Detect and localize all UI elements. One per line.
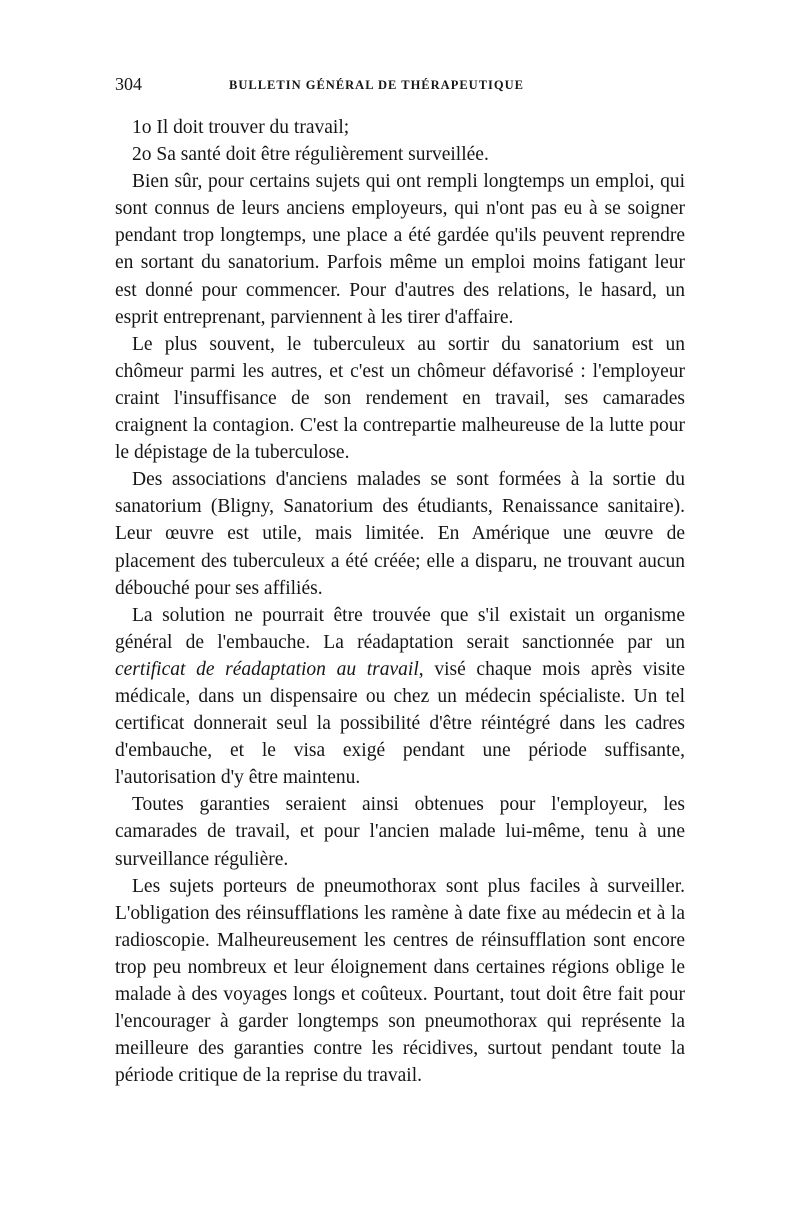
paragraph-8: Les sujets porteurs de pneumothorax sont plus faciles à surveiller. L'obligation des réinsufflations les ramène à date fixe au médecin et à la radioscopie. Malheureusement les centres de réinsufflation sont encore trop peu nombreux et leur éloignement dans certaines régions oblige le malade à des voyages longs et coûteux. Pourtant, tout doit être fait pour l'encourager à garder longtemps son pneumothorax qui représente la meilleure des garanties contre les récidives, surtout pendant toute la période critique de la reprise du travail. [115, 875, 685, 1087]
running-title: BULLETIN GÉNÉRAL DE THÉRAPEUTIQUE [229, 78, 524, 92]
paragraph-2: 2o Sa santé doit être régulièrement surveillée. [132, 144, 489, 166]
paragraph-3: Bien sûr, pour certains sujets qui ont rempli longtemps un emploi, qui sont connus de leurs anciens employeurs, qui n'ont pas eu à se soigner pendant trop longtemps, une place a été gardée qu'ils peuvent reprendre en sortant du sanatorium. Parfois même un emploi moins fatigant leur est donné pour commencer. Pour d'autres des relations, le hasard, un esprit entreprenant, parviennent à les tirer d'affaire. [115, 171, 685, 328]
paragraph-6 [115, 602, 685, 792]
paragraph-6-start: La solution ne pourrait être trouvée que s'il existait un organisme général de l'embauche. La réadaptation serait sanctionnée par un [115, 604, 685, 653]
paragraph-6-end: , visé chaque mois après visite médicale, dans un dispensaire ou chez un médecin spécialiste. Un tel certificat donnerait seul la possibilité d'être réintégré dans les cadres d'embauche, et le visa exigé pendant une période suffisante, l'autorisation d'y être maintenu. [115, 658, 685, 789]
certificate-title: certificat de réadaptation au travail [115, 658, 419, 680]
page-header [115, 74, 685, 100]
paragraph-4: Le plus souvent, le tuberculeux au sortir du sanatorium est un chômeur parmi les autres, et c'est un chômeur défavorisé : l'employeur craint l'insuffisance de son rendement en travail, ses camarades craignent la contagion. C'est la contrepartie malheureuse de la lutte pour le dépistage de la tuberculose. [115, 333, 685, 464]
page-number: 304 [115, 74, 142, 94]
paragraph-7: Toutes garanties seraient ainsi obtenues pour l'employeur, les camarades de travail, et pour l'ancien malade lui-même, tenu à une surveillance régulière. [115, 794, 685, 870]
paragraph-1: 1o Il doit trouver du travail; [132, 117, 350, 138]
body-text [115, 114, 685, 1089]
paragraph-5: Des associations d'anciens malades se sont formées à la sortie du sanatorium (Bligny, Sanatorium des étudiants, Renaissance sanitaire). Leur œuvre est utile, mais limitée. En Amérique une œuvre de placement des tuberculeux a été créée; elle a disparu, ne trouvant aucun débouché pour ses affiliés. [115, 469, 685, 599]
